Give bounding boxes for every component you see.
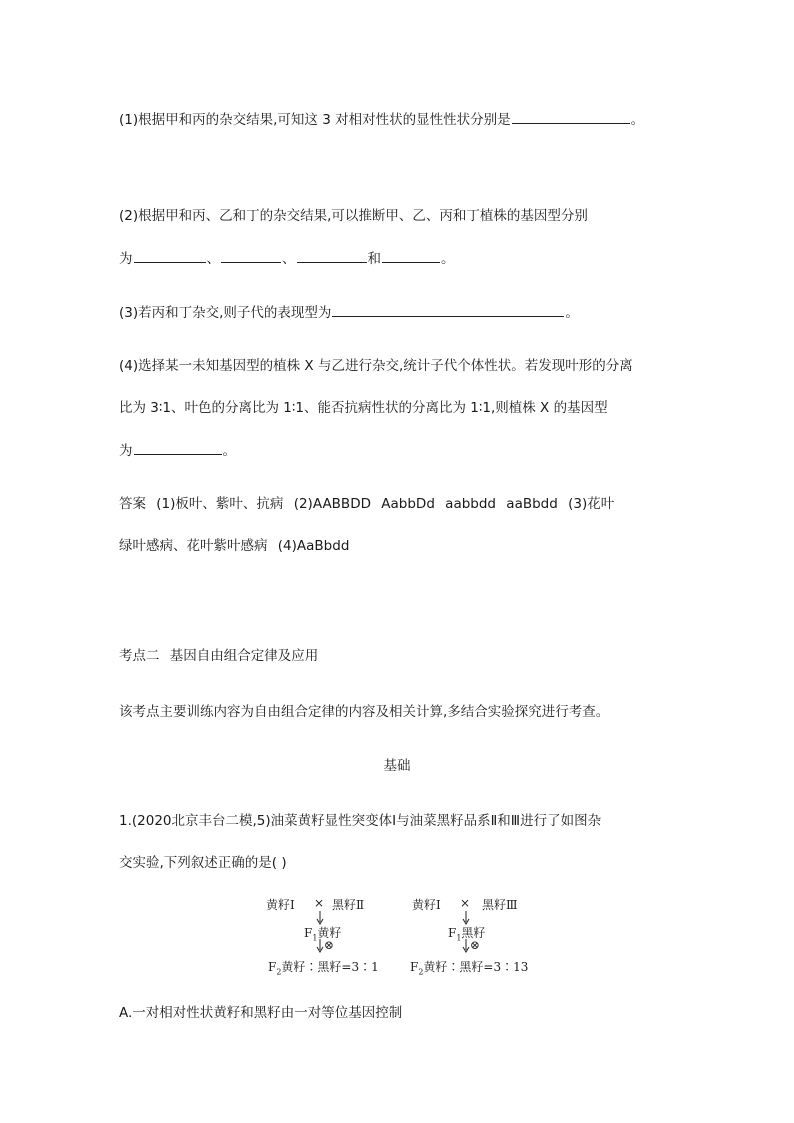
- question-4-line-1: (4)选择某一未知基因型的植株 X 与乙进行杂交,统计子代个体性状。若发现叶形的分离: [119, 358, 633, 374]
- arrow-down-icon: [462, 911, 470, 925]
- question-1: (1)根据甲和丙的杂交结果,可知这 3 对相对性状的显性性状分别是 。: [119, 112, 645, 128]
- answer-blank[interactable]: [297, 249, 367, 263]
- arrow-down-icon: [316, 939, 324, 953]
- answer-blank[interactable]: [382, 249, 440, 263]
- section-title: 考点二 基因自由组合定律及应用: [119, 648, 319, 664]
- question-4-line-3: 为 。: [119, 443, 236, 459]
- cross-diagram: [266, 894, 546, 978]
- parent-yellow-seed: 黄籽Ⅰ: [266, 898, 295, 912]
- option-a[interactable]: A.一对相对性状黄籽和黑籽由一对等位基因控制: [119, 1005, 403, 1021]
- answer-blank[interactable]: [512, 110, 630, 124]
- f2-ratio: $F_2$黄籽∶黑籽=3∶1: [268, 960, 379, 977]
- answer-blank[interactable]: [134, 249, 206, 263]
- level-heading: 基础: [383, 758, 411, 774]
- parent-black-seed: 黑籽Ⅲ: [482, 898, 518, 912]
- question-1-text: (1)根据甲和丙的杂交结果,可知这 3 对相对性状的显性性状分别是: [119, 112, 511, 128]
- cross-symbol: ×: [460, 896, 471, 910]
- answer-line-1: 答案 (1)板叶、紫叶、抗病 (2)AABBDD AabbDd aabbdd aaBbdd (3)花叶: [119, 496, 615, 512]
- self-cross-icon: ⊗: [324, 938, 335, 952]
- section-intro: 该考点主要训练内容为自由组合定律的内容及相关计算,多结合实验探究进行考查。: [119, 704, 610, 720]
- cross-symbol: ×: [314, 896, 325, 910]
- f1-result: $F_1$黑籽: [448, 926, 486, 943]
- problem-1-line-1: 1.(2020北京丰台二模,5)油菜黄籽显性突变体Ⅰ与油菜黑籽品系Ⅱ和Ⅲ进行了如图杂: [119, 813, 602, 829]
- question-3: (3)若丙和丁杂交,则子代的表现型为 。: [119, 305, 579, 321]
- question-2-line-2: 为 、 、 和 。: [119, 251, 455, 267]
- answer-blank[interactable]: [134, 441, 222, 455]
- self-cross-icon: ⊗: [470, 938, 481, 952]
- question-4-line-2: 比为 3∶1、叶色的分离比为 1∶1、能否抗病性状的分离比为 1∶1,则植株 X 的基因型: [119, 400, 608, 416]
- arrow-down-icon: [462, 939, 470, 953]
- problem-1-line-2: 交实验,下列叙述正确的是( ): [119, 855, 287, 871]
- answer-blank[interactable]: [332, 303, 564, 317]
- parent-black-seed: 黑籽Ⅱ: [332, 898, 365, 912]
- f2-ratio: $F_2$黄籽∶黑籽=3∶13: [410, 960, 529, 977]
- parent-yellow-seed: 黄籽Ⅰ: [412, 898, 441, 912]
- answer-blank[interactable]: [221, 249, 281, 263]
- answer-line-2: 绿叶感病、花叶紫叶感病 (4)AaBbdd: [119, 538, 350, 554]
- arrow-down-icon: [316, 911, 324, 925]
- f1-result: $F_1$黄籽: [304, 926, 342, 943]
- question-2-line-1: (2)根据甲和丙、乙和丁的杂交结果,可以推断甲、乙、丙和丁植株的基因型分别: [119, 208, 588, 224]
